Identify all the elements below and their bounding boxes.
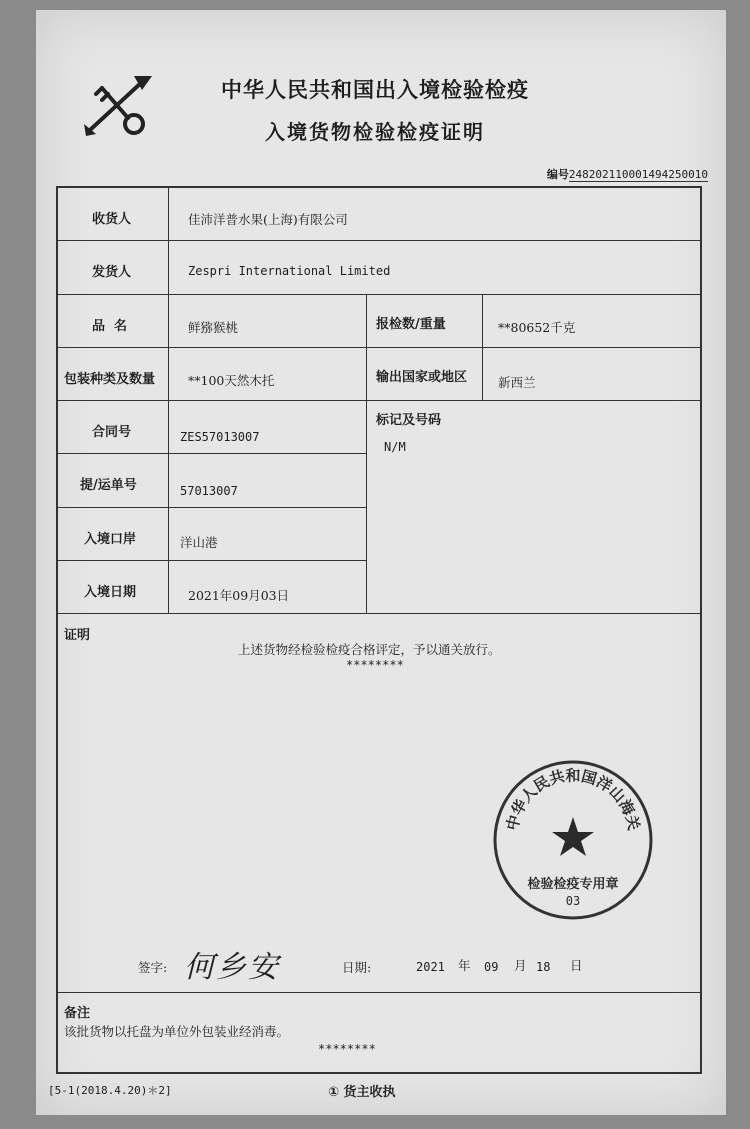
certificate-number-value: 248202110001494250010 [568,168,708,181]
seal-text-top: 中华人民共和国洋山海关 [503,766,643,833]
form-code: [5-1(2018.4.20)＊2] [48,1084,172,1097]
sign-month: 09 [484,960,499,974]
sign-year-unit: 年 [458,958,471,973]
marks-value: N/M [384,440,406,454]
consignor-value: Zespri International Limited [188,264,391,278]
contract-value: ZES57013007 [180,430,260,444]
consignor-label: 发货人 [92,265,132,280]
origin-value: 新西兰 [498,375,536,390]
sign-date-label: 日期: [342,960,372,975]
copy-designation: ① 货主收执 [328,1085,396,1100]
sign-day-unit: 日 [570,958,583,973]
remarks-text: 该批货物以托盘为单位外包装业经消毒。 [64,1024,290,1039]
document-title: 中华人民共和国出入境检验检疫 [221,78,529,102]
quantity-label: 报检数/重量 [376,317,446,332]
sign-month-unit: 月 [514,958,527,973]
sign-day: 18 [536,960,551,974]
consignee-label: 收货人 [92,212,132,227]
star-icon [552,817,594,856]
seal-number: 03 [565,894,581,908]
certificate-number [547,166,708,182]
contract-label: 合同号 [92,425,132,440]
certificate-label: 证明 [64,628,91,643]
entry-date-value: 2021年09月03日 [188,588,290,603]
origin-label: 输出国家或地区 [376,370,468,385]
certificate-stars: ******** [346,658,404,672]
seal-text-bottom: 检验检疫专用章 [527,877,619,892]
certificate-number-label: 编号 [546,168,569,181]
signature-label: 签字: [138,960,168,975]
bill-value: 57013007 [180,484,238,498]
certificate-statement: 上述货物经检验检疫合格评定，予以通关放行。 [238,642,501,657]
port-value: 洋山港 [180,535,218,550]
port-label: 入境口岸 [84,532,137,547]
entry-date-label: 入境日期 [84,585,137,600]
sign-year: 2021 [416,960,445,974]
consignee-value: 佳沛洋普水果(上海)有限公司 [188,212,348,227]
bill-label: 提/运单号 [80,478,137,493]
quantity-value: **80652千克 [498,320,576,335]
document-subtitle: 入境货物检验检疫证明 [265,120,485,144]
marks-label: 标记及号码 [376,413,442,428]
product-value: 鲜猕猴桃 [188,320,239,335]
packing-value: **100天然木托 [188,373,275,388]
packing-label: 包装种类及数量 [64,372,156,387]
official-seal [488,755,658,925]
handwritten-signature: 何乡安 [184,950,280,985]
remarks-stars: ******** [318,1042,376,1056]
remarks-label: 备注 [64,1006,91,1021]
product-label: 品 名 [92,319,128,334]
